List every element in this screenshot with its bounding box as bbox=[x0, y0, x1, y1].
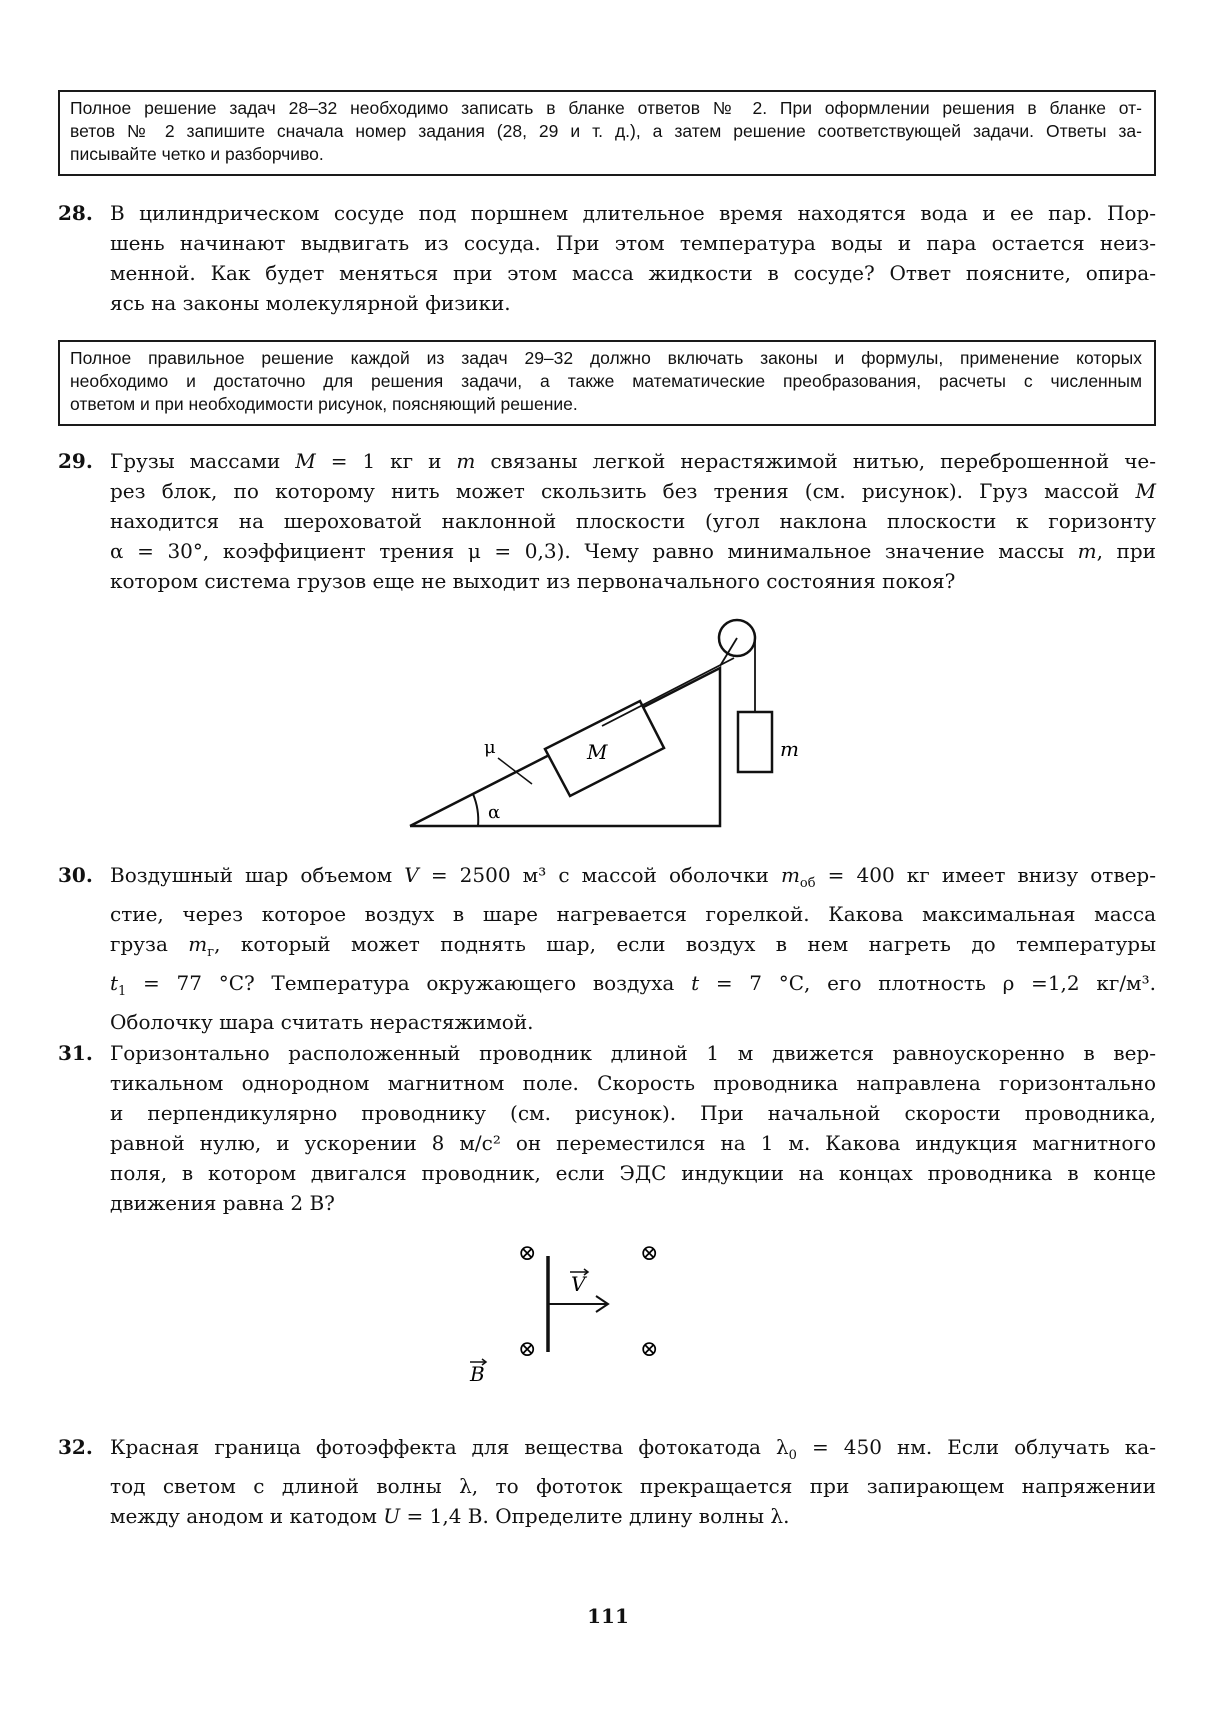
task-29-line-4: α = 30°, коэффициент трения μ = 0,3). Чему равно минимальное значение массы m, при bbox=[110, 539, 1156, 563]
task-30 bbox=[58, 860, 1156, 1037]
task-28-line-1: В цилиндрическом сосуде под поршнем длительное время находятся вода и ее пар. Пор- bbox=[110, 201, 1156, 225]
label-alpha: α bbox=[488, 802, 501, 823]
task-28-line-3: менной. Как будет меняться при этом масса жидкости в сосуде? Ответ поясните, опира- bbox=[110, 261, 1156, 285]
task-31-line-4: равной нулю, и ускорении 8 м/с² он переместился на 1 м. Какова индукция магнитного bbox=[110, 1131, 1156, 1155]
field-into-page-icon-1: ⊗ bbox=[518, 1241, 537, 1266]
block-m bbox=[738, 712, 772, 772]
mu-pointer bbox=[498, 758, 532, 784]
page-number: 111 bbox=[587, 1604, 629, 1628]
string-incline bbox=[602, 658, 734, 726]
task-30-number: 30. bbox=[58, 863, 93, 887]
task-30-line-5: Оболочку шара считать нерастяжимой. bbox=[110, 1010, 534, 1034]
task-28-line-4: ясь на законы молекулярной физики. bbox=[110, 291, 511, 315]
conductor-diagram bbox=[470, 1240, 730, 1390]
notice1-line-2: ветов № 2 запишите сначала номер задания (28, 29 и т. д.), а затем решение соответствующей задачи. Ответы за- bbox=[70, 121, 1142, 141]
instructions-box-1 bbox=[58, 90, 1156, 176]
task-31-line-3: и перпендикулярно проводнику (см. рисунок). При начальной скорости проводника, bbox=[110, 1101, 1156, 1125]
task-31-line-5: поля, в котором двигался проводник, если ЭДС индукции на концах проводника в конце bbox=[110, 1161, 1156, 1185]
notice1-line-3: писывайте четко и разборчиво. bbox=[70, 144, 324, 164]
label-m: m bbox=[780, 737, 799, 761]
notice2-line-3: ответом и при необходимости рисунок, поясняющий решение. bbox=[70, 394, 578, 414]
incline-diagram bbox=[400, 608, 800, 834]
task-32-line-2: тод светом с длиной волны λ, то фототок прекращается при запирающем напряжении bbox=[110, 1474, 1156, 1498]
angle-arc bbox=[473, 794, 478, 826]
notice2-line-2: необходимо и достаточно для решения задачи, а также математические преобразования, расчеты с численным bbox=[70, 371, 1142, 391]
task-31-line-6: движения равна 2 В? bbox=[110, 1191, 335, 1215]
task-28-number: 28. bbox=[58, 201, 93, 225]
label-mu: μ bbox=[484, 737, 496, 758]
task-30-line-1: Воздушный шар объемом V = 2500 м³ с массой оболочки $m_{об} = 400$ кг имеет внизу отвер- bbox=[110, 863, 1156, 891]
notice2-line-1: Полное правильное решение каждой из задач 29–32 должно включать законы и формулы, применение которых bbox=[70, 348, 1142, 368]
incline-pulley-figure bbox=[400, 608, 800, 834]
label-B: B bbox=[470, 1362, 485, 1386]
label-M: M bbox=[587, 740, 608, 764]
instructions-box-2 bbox=[58, 340, 1156, 426]
task-28 bbox=[58, 198, 1156, 318]
task-28-line-2: шень начинают выдвигать из сосуда. При этом температура воды и пара остается неиз- bbox=[110, 231, 1156, 255]
task-29-line-2: рез блок, по которому нить может скользить без трения (см. рисунок). Груз массой M bbox=[110, 479, 1156, 503]
task-31-number: 31. bbox=[58, 1041, 93, 1065]
notice1-line-1: Полное решение задач 28–32 необходимо записать в бланке ответов № 2. При оформлении решения в бланке от- bbox=[70, 98, 1142, 118]
task-29-number: 29. bbox=[58, 449, 93, 473]
task-29-line-3: находится на шероховатой наклонной плоскости (угол наклона плоскости к горизонту bbox=[110, 509, 1156, 533]
task-29-line-5: котором система грузов еще не выходит из первоначального состояния покоя? bbox=[110, 569, 956, 593]
magnetic-field-figure bbox=[470, 1240, 730, 1390]
task-31-line-1: Горизонтально расположенный проводник длиной 1 м движется равноускоренно в вер- bbox=[110, 1041, 1156, 1065]
task-32-number: 32. bbox=[58, 1435, 93, 1459]
task-30-line-3: груза $m_г$, который может поднять шар, если воздух в нем нагреть до температуры bbox=[110, 932, 1156, 960]
task-29 bbox=[58, 446, 1156, 596]
task-32-line-3: между анодом и катодом U = 1,4 В. Определите длину волны λ. bbox=[110, 1504, 790, 1528]
field-into-page-icon-3: ⊗ bbox=[518, 1337, 537, 1362]
task-32-line-1: Красная граница фотоэффекта для вещества фотокатода $\lambda_0 = 450$ нм. Если облучать ка- bbox=[110, 1435, 1156, 1463]
task-30-line-4: $t_1 = 77$ °С? Температура окружающего воздуха t = 7 °С, его плотность ρ =1,2 кг/м³. bbox=[110, 971, 1156, 999]
task-30-line-2: стие, через которое воздух в шаре нагревается горелкой. Какова максимальная масса bbox=[110, 902, 1156, 926]
task-31 bbox=[58, 1038, 1156, 1218]
task-31-line-2: тикальном однородном магнитном поле. Скорость проводника направлена горизонтально bbox=[110, 1071, 1156, 1095]
task-29-line-1: Грузы массами M = 1 кг и m связаны легкой нерастяжимой нитью, переброшенной че- bbox=[110, 449, 1157, 473]
field-into-page-icon-2: ⊗ bbox=[640, 1241, 659, 1266]
field-into-page-icon-4: ⊗ bbox=[640, 1337, 659, 1362]
label-V: V bbox=[571, 1272, 586, 1296]
task-32 bbox=[58, 1432, 1156, 1531]
